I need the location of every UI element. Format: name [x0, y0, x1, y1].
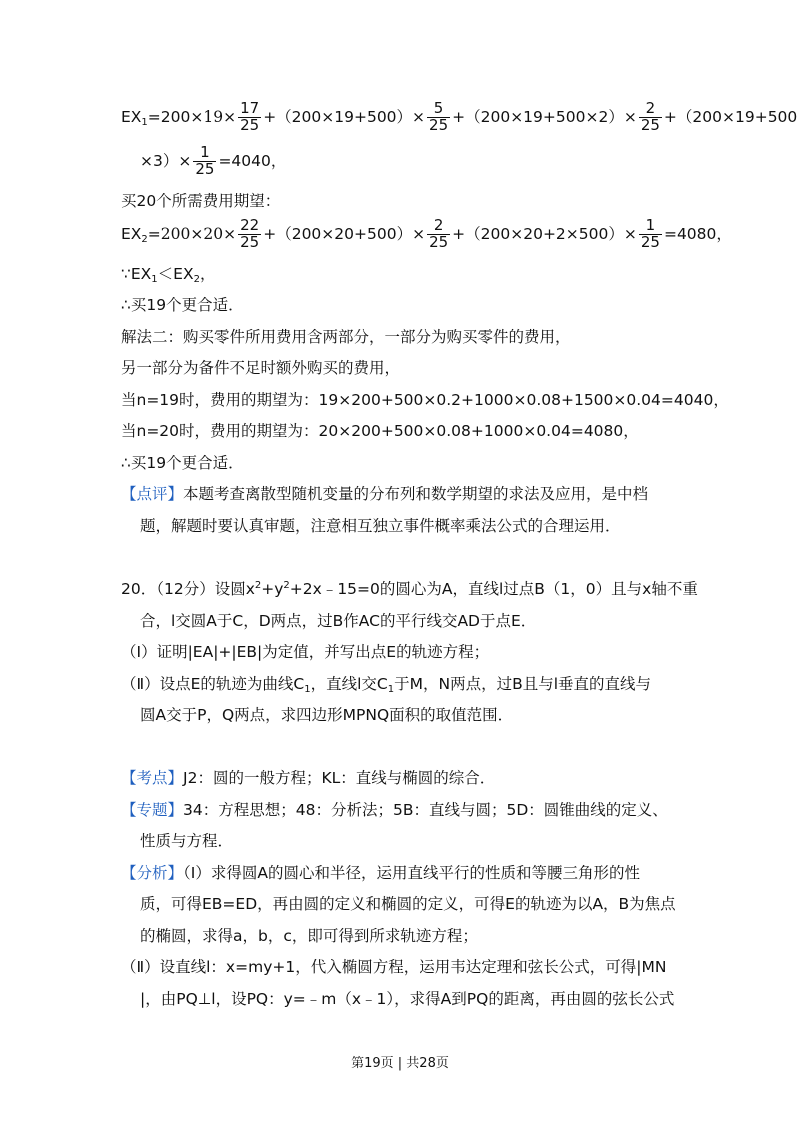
text: （Ⅱ）设点E的轨迹为曲线C	[121, 675, 305, 693]
paragraph: 题，解题时要认真审题，注意相互独立事件概率乘法公式的合理运用．	[140, 517, 621, 535]
fraction	[238, 218, 261, 251]
subscript: 1	[151, 274, 158, 285]
text: =	[147, 224, 161, 243]
text: +2x﹣15=0的圆心为A，直线l过点B（1，0）且与x轴不重	[289, 580, 698, 598]
subscript: 2	[193, 274, 200, 285]
review-tag: 【点评】	[121, 485, 184, 503]
denominator: 25	[240, 232, 260, 251]
denominator: 25	[640, 115, 660, 134]
kaodian-tag: 【考点】	[121, 769, 184, 787]
subscript: 1	[304, 684, 311, 695]
paragraph: 买20个所需费用期望：	[121, 192, 281, 210]
text: +（200×20+500）×	[263, 224, 426, 243]
text: 19	[203, 107, 224, 126]
text: ×	[190, 224, 204, 243]
fraction	[639, 218, 662, 251]
paragraph: 合，l交圆A于C，D两点，过B作AC的平行线交AD于点E．	[140, 612, 537, 630]
fraction	[193, 145, 216, 178]
numerator: 2	[645, 99, 656, 117]
paragraph: 质，可得EB=ED，再由圆的定义和椭圆的定义，可得E的轨迹为以A，B为焦点	[140, 895, 676, 913]
comparison	[121, 262, 215, 285]
ex1-line	[121, 101, 797, 134]
fraction	[238, 101, 261, 134]
denominator: 25	[640, 232, 660, 251]
text: 本题考查离散型随机变量的分布列和数学期望的求法及应用，是中档	[183, 485, 649, 503]
fraction	[427, 101, 450, 134]
paragraph: 另一部分为备件不足时额外购买的费用，	[121, 359, 401, 377]
numerator: 5	[433, 99, 444, 117]
numerator: 1	[200, 143, 210, 161]
zhuanti-line	[121, 798, 668, 820]
review-line	[121, 482, 648, 504]
ex2-line	[121, 218, 732, 251]
text: 20	[203, 224, 224, 243]
superscript: 2	[254, 580, 262, 591]
text: +（200×19+500×2）×	[452, 107, 637, 126]
denominator: 25	[429, 115, 449, 134]
paragraph: 圆A交于P，Q两点，求四边形MPNQ面积的取值范围．	[140, 706, 514, 724]
text: =200×	[147, 107, 204, 126]
kaodian-line	[121, 766, 495, 788]
text: =4080，	[663, 224, 732, 243]
numerator: 17	[240, 99, 260, 117]
fraction	[427, 218, 450, 251]
text: EX	[121, 107, 142, 126]
paragraph: （Ⅱ）设直线l：x=my+1，代入椭圆方程，运用韦达定理和弦长公式，可得|MN	[121, 958, 667, 976]
text: 34：方程思想；48：分析法；5B：直线与圆；5D：圆锥曲线的定义、	[183, 801, 668, 819]
page-footer: 第19页 | 共28页	[351, 1056, 449, 1071]
paragraph: |，由PQ⊥l，设PQ：y=﹣m（x﹣1），求得A到PQ的距离，再由圆的弦长公式	[140, 990, 675, 1008]
zhuanti-tag: 【专题】	[121, 801, 184, 819]
numerator: 2	[433, 216, 444, 234]
superscript: 2	[283, 580, 290, 591]
paragraph: ∴买19个更合适．	[121, 454, 244, 472]
paragraph: （Ⅰ）证明|EA|+|EB|为定值，并写出点E的轨迹方程；	[121, 643, 490, 661]
paragraph: 性质与方程．	[140, 832, 234, 850]
text: 20．（12分）设圆x	[121, 580, 255, 598]
numerator: 1	[645, 216, 656, 234]
paragraph: 的椭圆，求得a，b，c，即可得到所求轨迹方程；	[140, 927, 478, 945]
numerator: 22	[240, 216, 260, 234]
text: J2：圆的一般方程；KL：直线与椭圆的综合．	[183, 769, 496, 787]
text: ×	[223, 107, 237, 126]
subscript: 1	[387, 684, 395, 695]
text: +（200×19+500）×	[263, 107, 426, 126]
part-2	[121, 672, 651, 695]
paragraph: ∴买19个更合适．	[121, 296, 244, 314]
denominator: 25	[429, 232, 449, 251]
text: ，	[199, 265, 216, 283]
fenxi-line	[121, 861, 640, 883]
text: EX	[121, 224, 142, 243]
text: ×	[223, 224, 237, 243]
text: +（200×20+2×500）×	[452, 224, 637, 243]
paragraph: 解法二：购买零件所用费用含两部分，一部分为购买零件的费用，	[121, 328, 571, 346]
text: ∵EX	[121, 265, 152, 283]
subscript: 2	[141, 233, 148, 245]
text: ，直线l交C	[310, 675, 388, 693]
text: 200	[160, 224, 191, 243]
text: （Ⅰ）求得圆A的圆心和半径，运用直线平行的性质和等腰三角形的性	[183, 864, 640, 882]
text: =4040，	[218, 151, 287, 170]
ex1-line-cont	[140, 145, 286, 178]
fraction	[639, 101, 662, 134]
paragraph: 当n=19时，费用的期望为：19×200+500×0.2+1000×0.08+1500×0.04=4040，	[121, 391, 729, 409]
problem-20	[121, 577, 698, 599]
paragraph: 当n=20时，费用的期望为：20×200+500×0.08+1000×0.04=4080，	[121, 422, 639, 440]
text: 于M，N两点，过B且与l垂直的直线与	[394, 675, 652, 693]
text: ＜EX	[157, 265, 194, 283]
subscript: 1	[141, 116, 148, 128]
text: +y	[261, 580, 284, 598]
text: ×3）×	[140, 151, 192, 170]
denominator: 25	[195, 159, 215, 178]
text: +（200×19+500	[663, 107, 798, 126]
denominator: 25	[240, 115, 260, 134]
fenxi-tag: 【分析】	[121, 864, 184, 882]
